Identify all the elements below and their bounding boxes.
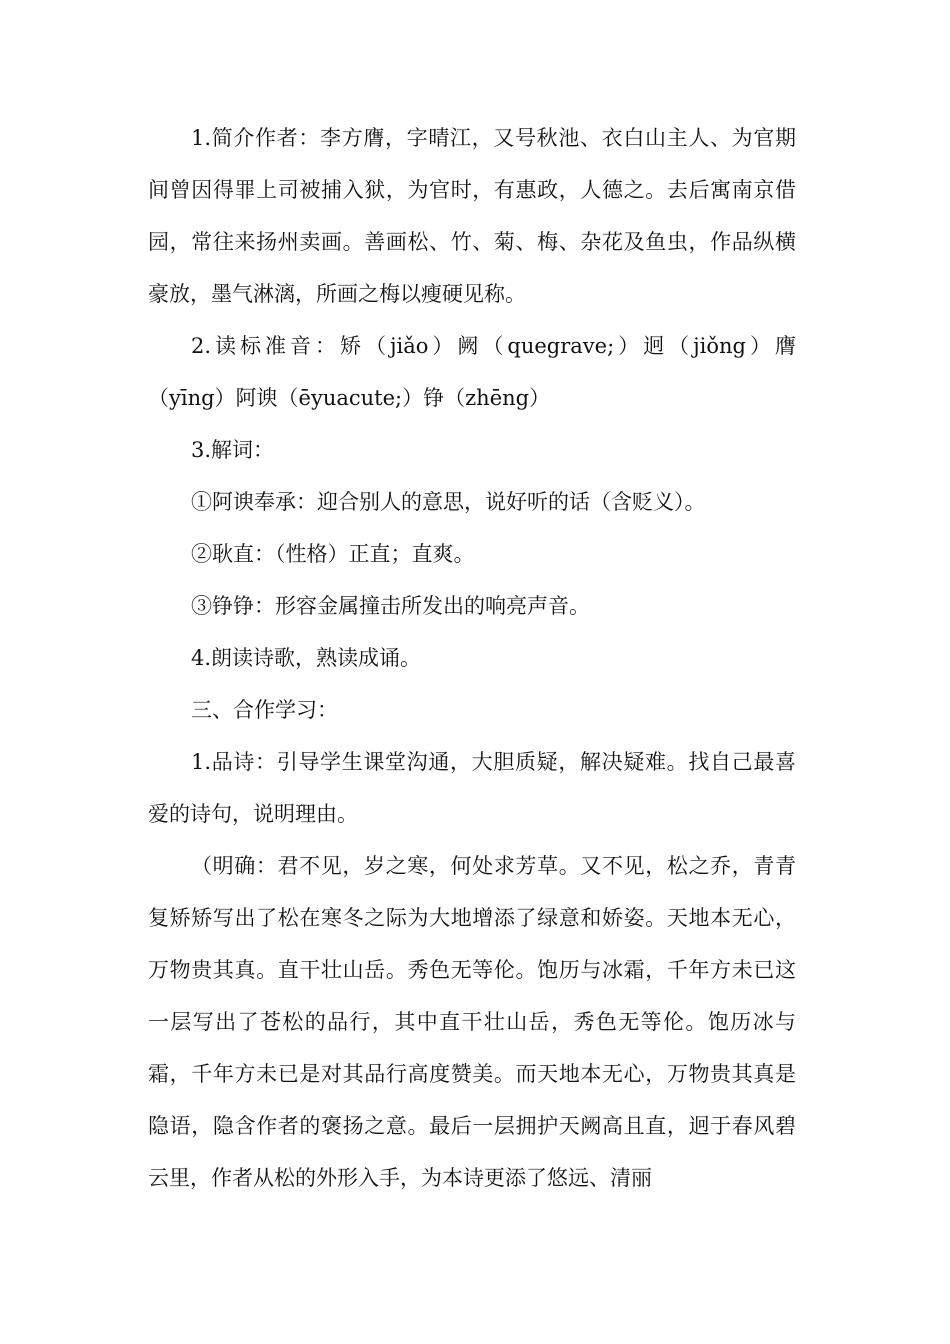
paragraph-recite: 4.朗读诗歌，熟读成诵。	[191, 646, 422, 670]
paragraph-pronunciation: 2.读标准音：矫（jiǎo）阙（quegrave;）迥（jiǒng）膺（yīng）阿谀（ēyuacute;）铮（zhēng）	[148, 334, 796, 410]
paragraph-vocab-3: ③铮铮：形容金属撞击所发出的响亮声音。	[191, 594, 590, 618]
paragraph-vocab-2: ②耿直：（性格）正直；直爽。	[191, 542, 475, 566]
paragraph-vocab-heading: 3.解词：	[191, 438, 275, 462]
section-heading-cooperative-learning: 三、合作学习：	[191, 698, 338, 722]
paragraph-clarification: （明确：君不见，岁之寒，何处求芳草。又不见，松之乔，青青复矫矫写出了松在寒冬之际为大地增添了绿意和娇姿。天地本无心，万物贵其真。直干壮山岳。秀色无等伦。饱历与冰霜，千年方未已这一层写出了苍松的品行，其中直干壮山岳，秀色无等伦。饱历冰与霜，千年方未已是对其品行高度赞美。而天地本无心，万物贵其真是隐语，隐含作者的褒扬之意。最后一层拥护天阙高且直，迥于春风碧云里，作者从松的外形入手，为本诗更添了悠远、清丽	[148, 854, 796, 1190]
paragraph-author-intro: 1.简介作者：李方膺，字晴江，又号秋池、衣白山主人、为官期间曾因得罪上司被捕入狱，为官时，有惠政，人德之。去后寓南京借园，常往来扬州卖画。善画松、竹、菊、梅、杂花及鱼虫，作品纵横豪放，墨气淋漓，所画之梅以瘦硬见称。	[148, 126, 796, 306]
document-page	[148, 112, 796, 1204]
paragraph-appreciate-poem: 1.品诗：引导学生课堂沟通，大胆质疑，解决疑难。找自己最喜爱的诗句，说明理由。	[148, 750, 796, 826]
paragraph-vocab-1: ①阿谀奉承：迎合别人的意思，说好听的话（含贬义）。	[191, 490, 706, 514]
